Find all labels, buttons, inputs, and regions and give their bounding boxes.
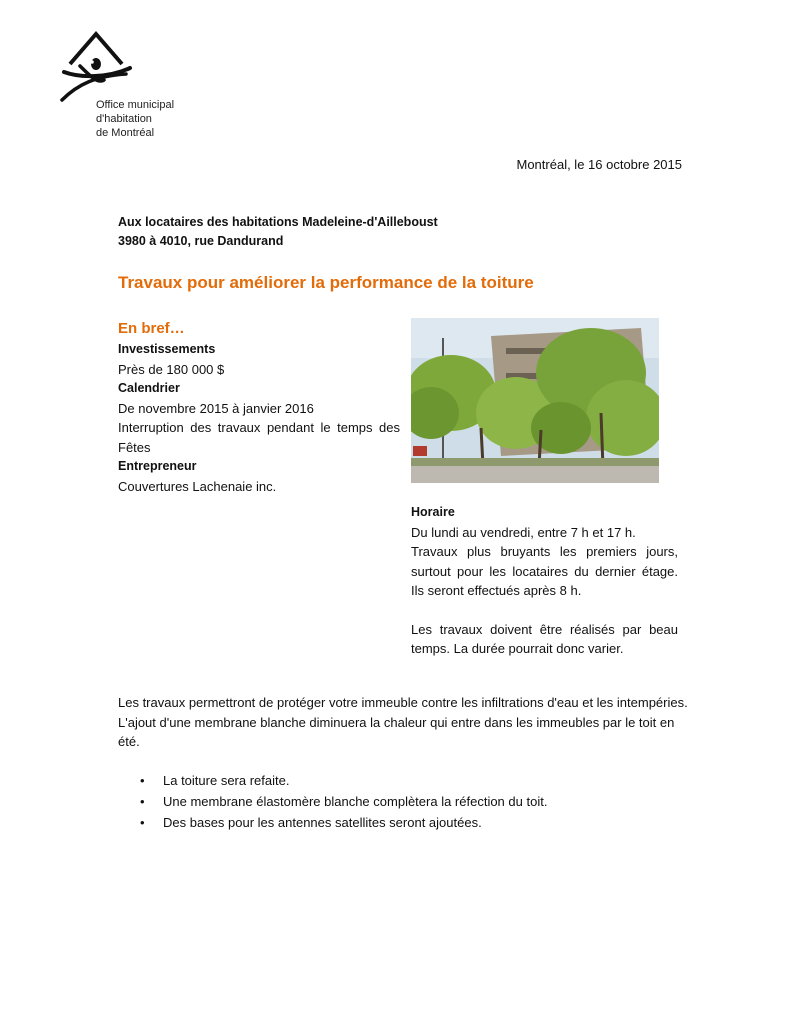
brief-heading: En bref…	[118, 320, 185, 337]
bullet-icon: •	[140, 794, 145, 809]
work-list	[118, 770, 688, 833]
addressee-block	[118, 213, 438, 251]
letter-date: Montréal, le 16 octobre 2015	[516, 157, 682, 172]
addressee-line-1: Aux locataires des habitations Madeleine-d'Ailleboust	[118, 215, 438, 229]
schedule-section	[411, 503, 678, 659]
schedule-hours: Du lundi au vendredi, entre 7 h et 17 h.	[411, 524, 636, 540]
document-title: Travaux pour améliorer la performance de la toiture	[118, 273, 534, 292]
list-item-text: La toiture sera refaite.	[163, 773, 290, 788]
omhm-logo	[56, 26, 136, 102]
investments-value: Près de 180 000 $	[118, 361, 225, 377]
list-item	[118, 812, 688, 833]
list-item-text: Une membrane élastomère blanche complètera la réfection du toit.	[163, 794, 548, 809]
brief-section	[118, 318, 400, 496]
weather-note: Les travaux doivent être réalisés par beau temps. La durée pourrait donc varier.	[411, 621, 678, 656]
logo-line-2: d'habitation	[96, 113, 152, 125]
calendar-value: De novembre 2015 à janvier 2016	[118, 400, 314, 416]
logo-line-1: Office municipal	[96, 99, 175, 111]
bullet-icon: •	[140, 773, 145, 788]
investments-label: Investissements	[118, 342, 216, 356]
calendar-note: Interruption des travaux pendant le temps des Fêtes	[118, 420, 400, 455]
list-item	[118, 770, 688, 791]
list-item-text: Des bases pour les antennes satellites seront ajoutées.	[163, 815, 482, 830]
organization-name	[96, 98, 174, 140]
contractor-label: Entrepreneur	[118, 459, 197, 473]
addressee-line-2: 3980 à 4010, rue Dandurand	[118, 234, 284, 248]
building-photo	[411, 318, 659, 483]
logo-line-3: de Montréal	[96, 127, 155, 139]
schedule-label: Horaire	[411, 505, 455, 519]
contractor-value: Couvertures Lachenaie inc.	[118, 478, 277, 494]
calendar-label: Calendrier	[118, 381, 180, 395]
body-paragraph: Les travaux permettront de protéger votre immeuble contre les infiltrations d'eau et les intempéries. L'ajout d'une membrane blanche diminuera la chaleur qui entre dans les immeubles par le toit en été.	[118, 695, 688, 749]
noise-note: Travaux plus bruyants les premiers jours, surtout pour les locataires du dernier étage. Ils seront effectués après 8 h.	[411, 544, 678, 598]
list-item	[118, 791, 688, 812]
bullet-icon: •	[140, 815, 145, 830]
